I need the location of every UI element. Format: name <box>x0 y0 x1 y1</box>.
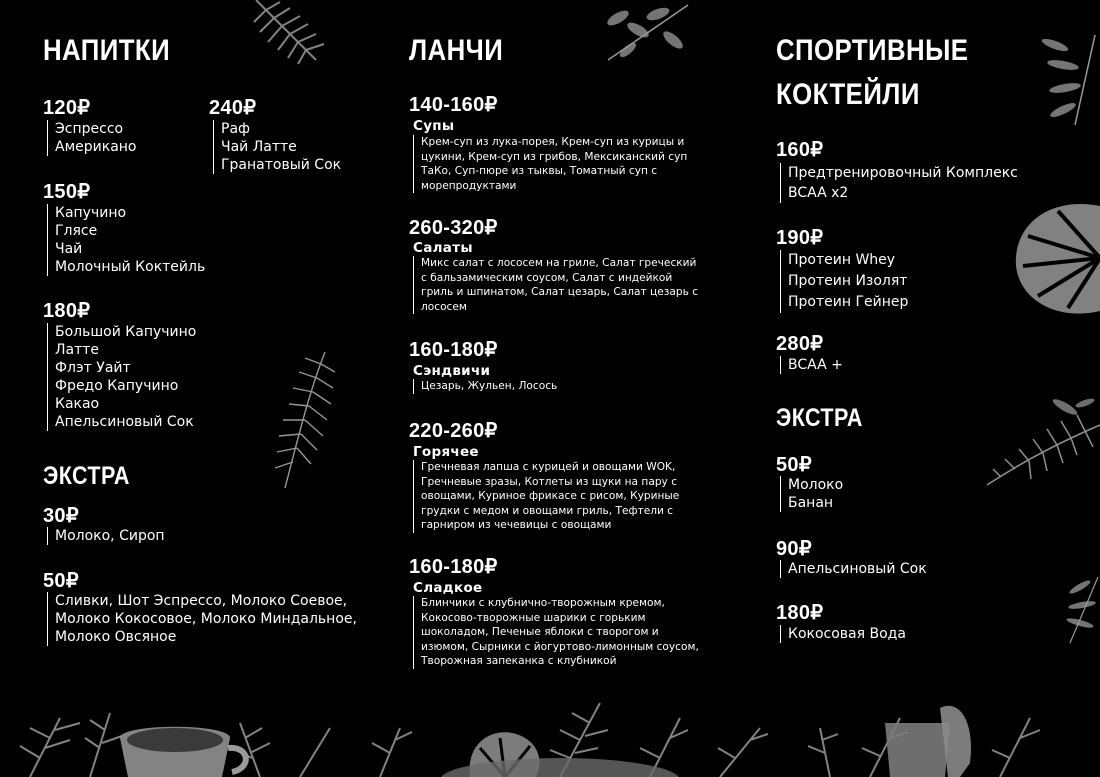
drinks-extra-price-50: 50₽ <box>43 570 79 592</box>
sport-extra-price-90: 90₽ <box>776 538 812 560</box>
sport-heading-line1: СПОРТИВНЫЕ <box>776 34 969 67</box>
drinks-price-120: 120₽ <box>43 97 91 119</box>
drinks-extra-heading: ЭКСТРА <box>43 462 130 490</box>
menu-item: Раф <box>221 121 250 137</box>
menu-item: Чай Латте <box>221 139 297 155</box>
fern-branch-illustration-right <box>985 395 1100 490</box>
salads-description: Микс салат с лососем на гриле, Салат греческий с бальзамическим соусом, Салат с индейкой гриль и шпинатом, Салат цезарь, Салат цезарь с лососем <box>413 256 703 314</box>
sport-list-280 <box>780 356 843 374</box>
menu-item: Какао <box>55 396 100 412</box>
sandwiches-description: Цезарь, Жульен, Лосось <box>413 379 703 394</box>
sport-extra-price-180: 180₽ <box>776 602 824 624</box>
leaves-illustration-top-right-of-lunch <box>598 0 698 70</box>
menu-item: BCAA x2 <box>788 185 849 201</box>
menu-item: Молоко, Сироп <box>55 528 165 544</box>
hot-price: 220-260₽ <box>409 420 498 442</box>
soups-description: Крем-суп из лука-порея, Крем-суп из курицы и цукини, Крем-суп из грибов, Мексиканский суп ТаКо, Суп-пюре из тыквы, Томатный суп с морепродуктами <box>413 135 703 193</box>
menu-item: Фредо Капучино <box>55 378 179 394</box>
sweet-price: 160-180₽ <box>409 556 498 578</box>
drinks-list-240 <box>213 120 341 174</box>
menu-item: Протеин Гейнер <box>788 294 909 310</box>
sport-price-280: 280₽ <box>776 333 824 355</box>
sport-list-160 <box>780 163 1018 203</box>
drinks-extra-list-30 <box>47 527 165 545</box>
menu-item: Апельсиновый Сок <box>788 561 927 577</box>
menu-item: Банан <box>788 495 834 511</box>
menu-item: Латте <box>55 342 100 358</box>
menu-item: Молочный Коктейль <box>55 259 206 275</box>
drinks-list-180 <box>47 323 196 431</box>
menu-item: Кокосовая Вода <box>788 626 906 642</box>
drinks-extra-price-30: 30₽ <box>43 505 79 527</box>
menu-item: Большой Капучино <box>55 324 197 340</box>
soups-price: 140-160₽ <box>409 94 498 116</box>
menu-item: Молоко Кокосовое, Молоко Миндальное, <box>55 611 357 627</box>
drinks-price-240: 240₽ <box>209 97 257 119</box>
sport-price-160: 160₽ <box>776 139 824 161</box>
sport-extra-heading: ЭКСТРА <box>776 404 863 432</box>
leaves-illustration-top-right <box>1035 30 1100 130</box>
monstera-leaf-illustration <box>1008 196 1100 321</box>
sport-list-190 <box>780 250 908 313</box>
sweet-title: Сладкое <box>413 580 483 596</box>
menu-item: Молоко Овсяное <box>55 629 177 645</box>
sport-price-190: 190₽ <box>776 227 824 249</box>
drinks-list-150 <box>47 204 205 276</box>
sport-heading-line2: КОКТЕЙЛИ <box>776 78 920 111</box>
menu-item: Эспрессо <box>55 121 124 137</box>
sandwiches-price: 160-180₽ <box>409 339 498 361</box>
small-leaves-illustration-right <box>1050 575 1100 645</box>
salads-price: 260-320₽ <box>409 217 498 239</box>
drinks-price-150: 150₽ <box>43 181 91 203</box>
salads-title: Салаты <box>413 240 473 256</box>
hot-description: Гречневая лапша с курицей и овощами WOK, Гречневые зразы, Котлеты из щуки на пару с овощами, Куриное фрикасе с рисом, Куриные грудки с медом и овощами гриль, Тефтели с гарниром из чечевицы с овощами <box>413 460 703 533</box>
menu-item: BCAA + <box>788 357 843 373</box>
menu-item: Апельсиновый Сок <box>55 414 194 430</box>
bottom-botanical-illustration <box>0 668 1100 777</box>
drinks-heading: НАПИТКИ <box>43 34 171 67</box>
fern-leaf-illustration-top-center <box>236 0 336 75</box>
sandwiches-title: Сэндвичи <box>413 363 491 379</box>
sport-extra-price-50: 50₽ <box>776 454 812 476</box>
menu-item: Протеин Изолят <box>788 273 908 289</box>
drinks-extra-list-50 <box>47 592 357 646</box>
drinks-list-120 <box>47 120 137 156</box>
lunch-heading: ЛАНЧИ <box>409 34 504 67</box>
menu-item: Молоко <box>788 477 844 493</box>
menu-item: Гранатовый Сок <box>221 157 342 173</box>
sport-extra-list-90 <box>780 560 927 578</box>
menu-item: Флэт Уайт <box>55 360 131 376</box>
sport-extra-list-50 <box>780 476 843 512</box>
drinks-price-180: 180₽ <box>43 300 91 322</box>
hot-title: Горячее <box>413 444 479 460</box>
sweet-description: Блинчики с клубнично-творожным кремом, Кокосово-творожные шарики с горьким шоколадом, Печеные яблоки с творогом и изюмом, Сырники с йогуртово-лимонным соусом, Творожная запеканка с клубникой <box>413 596 703 669</box>
sport-extra-list-180 <box>780 625 906 643</box>
menu-item: Протеин Whey <box>788 252 896 268</box>
soups-title: Супы <box>413 118 455 134</box>
menu-item: Чай <box>55 241 83 257</box>
menu-item: Глясе <box>55 223 98 239</box>
menu-item: Американо <box>55 139 137 155</box>
menu-item: Сливки, Шот Эспрессо, Молоко Соевое, <box>55 593 348 609</box>
menu-item: Предтренировочный Комплекс <box>788 165 1018 181</box>
fern-branch-illustration-center <box>255 350 340 490</box>
menu-item: Капучино <box>55 205 127 221</box>
